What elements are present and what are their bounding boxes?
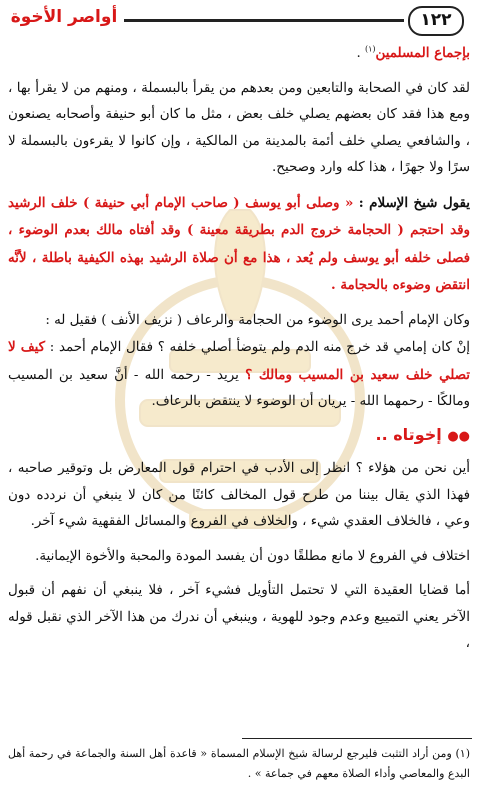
answer-quote: كيف لا تصلي خلف سعيد بن المسيب ومالك ؟ — [8, 339, 470, 383]
page-number: ١٢٢ — [408, 6, 464, 36]
quote-intro: يقول شيخ الإسلام : — [353, 194, 471, 211]
paragraph: وكان الإمام أحمد يرى الوضوء من الحجامة والرعاف ( نزيف الأنف ) فقيل له : — [45, 312, 470, 328]
paragraph: لقد كان في الصحابة والتابعين ومن بعدهم من يقرأ بالبسملة ، ومنهم من لا يقرأ بها ، ومع هذا فقد كان بعضهم يصلي خلف بعض ، مثل ما كان أبو حنيفة وأصحابه يصنعون ، والشافعي يصلي خلف أئمة بالمدينة من المالكية ، وإن كانوا لا يقرءون بالبسملة لا سرًا ولا جهرًا ، هذا كله وارد وصحيح. — [8, 80, 470, 175]
paragraph: اختلاف في الفروع لا مانع مطلقًا دون أن يفسد المودة والمحبة والأخوة الإيمانية. — [35, 548, 470, 564]
paragraph-quote — [8, 190, 470, 300]
running-title: أواصر الأخوة — [10, 7, 118, 27]
footnote-ref: (١) — [364, 44, 376, 54]
quote-text: « وصلى أبو يوسف ( صاحب الإمام أبي حنيفة ) خلف الرشيد وقد احتجم ( الحجامة خروج الدم بطريقة معينة ) وقد أفتاه مالك بعدم الوضوء ، فصلى خلفه أبو يوسف ولم يُعد ، هذا مع أن صلاة الرشيد بهذه الكيفية باطلة ، لأنَّه انتقض وضوءه بالحجامة . — [8, 194, 470, 293]
section-heading — [8, 422, 470, 451]
main-text — [8, 40, 470, 658]
footnote-separator — [242, 738, 472, 739]
continuation-text: بإجماع المسلمين — [375, 45, 470, 61]
heading-bullet-icon: ●● — [447, 428, 470, 444]
continuation-end: . — [356, 46, 365, 61]
paragraph: أين نحن من هؤلاء ؟ انظر إلى الأدب في احترام قول المعارض بل وتوقير صاحبه ، فهذا الذي يقال بيننا من طرح قول المخالف كائنًا من كان لا ينبغي أن نردده دون وعي ، فالخلاف العقدي شيء ، والخلاف في الفروع والمسائل الفقهية شيء آخر. — [8, 461, 470, 529]
footnote: (١) ومن أراد التثبت فليرجع لرسالة شيخ الإسلام المسماة « قاعدة أهل السنة والجماعة في رحمة أهل البدع والمعاصي وأداء الصلاة معهم في جماعة » . — [8, 747, 470, 780]
paragraph-continuation — [8, 40, 470, 68]
answer-start: إنْ كان إمامي قد خرج منه الدم ولم يتوضأ أصلي خلفه ؟ فقال الإمام أحمد : — [45, 340, 470, 355]
paragraph-answer — [8, 334, 470, 416]
page-header — [6, 6, 474, 36]
section-heading-text: إخوتاه .. — [375, 424, 442, 444]
answer-end: يريد - رحمه الله - أنَّ سعيد بن المسيب ومالكًا - رحمهما الله - يريان أن الوضوء لا ينتقض بالرعاف. — [8, 367, 470, 409]
paragraph: أما قضايا العقيدة التي لا تحتمل التأويل فشيء آخر ، فلا ينبغي أن نفهم أن قبول الآخر يعني التمييع وعدم وجود للهوية ، وينبغي أن ندرك من هذا الآخر الذي نقبل قوله ، — [8, 583, 470, 651]
header-rule — [124, 19, 404, 22]
